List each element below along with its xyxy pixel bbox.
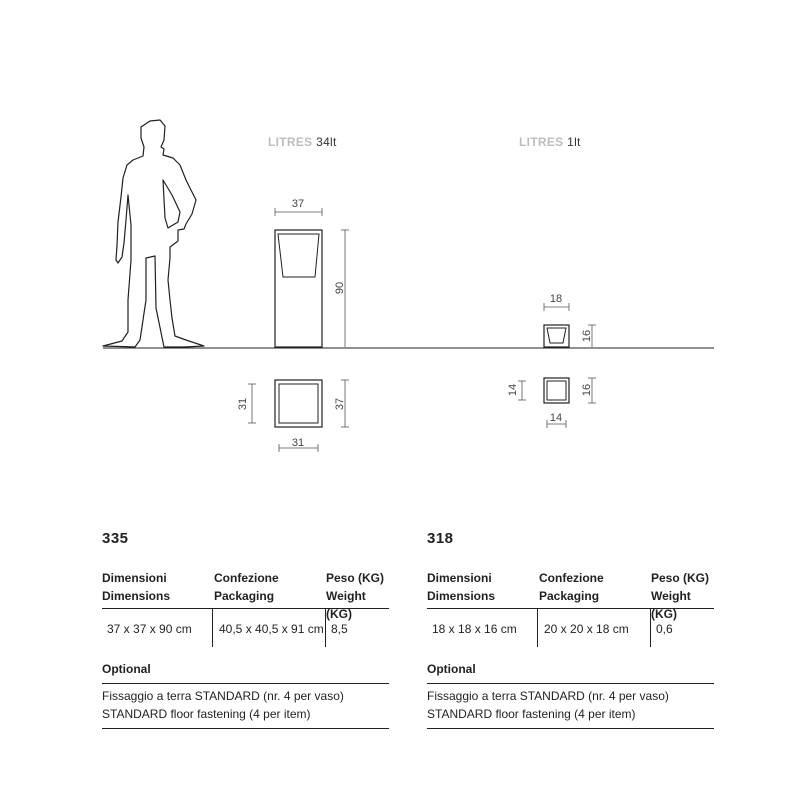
product-b-litres bbox=[519, 135, 581, 149]
product-code: 318 bbox=[427, 530, 454, 547]
optional-line-it: Fissaggio a terra STANDARD (nr. 4 per vaso) bbox=[427, 689, 669, 703]
dimensions-value: 37 x 37 x 90 cm bbox=[107, 622, 192, 636]
header-dimensions: Dimensioni Dimensions bbox=[427, 571, 496, 603]
product-b-elevation bbox=[544, 293, 596, 347]
header-packaging: Confezione Packaging bbox=[214, 571, 279, 603]
optional-line-it: Fissaggio a terra STANDARD (nr. 4 per vaso) bbox=[102, 689, 344, 703]
packaging-value: 20 x 20 x 18 cm bbox=[544, 622, 629, 636]
product-spec-335 bbox=[102, 530, 389, 730]
column-divider bbox=[212, 609, 213, 647]
product-b-plan-bottom: 14 bbox=[549, 412, 563, 424]
product-a-litres bbox=[268, 135, 337, 149]
product-b-plan-left: 14 bbox=[507, 383, 519, 397]
optional-line-en: STANDARD floor fastening (4 per item) bbox=[427, 707, 636, 721]
packaging-value: 40,5 x 40,5 x 91 cm bbox=[219, 622, 324, 636]
optional-bottom-divider bbox=[102, 728, 389, 729]
product-a-outer-side: 37 bbox=[334, 397, 346, 411]
optional-title: Optional bbox=[102, 662, 151, 676]
product-spec-318 bbox=[427, 530, 714, 730]
litres-value: 1lt bbox=[567, 135, 581, 149]
weight-value: 0,6 bbox=[656, 622, 673, 636]
header-dimensions: Dimensioni Dimensions bbox=[102, 571, 171, 603]
product-a-plan bbox=[237, 380, 349, 452]
weight-value: 8,5 bbox=[331, 622, 348, 636]
optional-bottom-divider bbox=[427, 728, 714, 729]
column-divider bbox=[650, 609, 651, 647]
product-a-top-width: 37 bbox=[291, 198, 305, 210]
product-b-plan-right: 16 bbox=[581, 383, 593, 397]
product-a-elevation bbox=[275, 198, 349, 347]
header-weight: Peso (KG) Weight (KG) bbox=[651, 571, 710, 621]
header-packaging: Confezione Packaging bbox=[539, 571, 604, 603]
optional-line-en: STANDARD floor fastening (4 per item) bbox=[102, 707, 311, 721]
litres-label: LITRES bbox=[519, 135, 564, 149]
human-scale-figure bbox=[103, 120, 204, 347]
dimensions-value: 18 x 18 x 16 cm bbox=[432, 622, 517, 636]
optional-divider bbox=[102, 683, 389, 684]
product-code: 335 bbox=[102, 530, 129, 547]
optional-divider bbox=[427, 683, 714, 684]
litres-label: LITRES bbox=[268, 135, 313, 149]
optional-title: Optional bbox=[427, 662, 476, 676]
product-a-inner-side: 31 bbox=[237, 397, 249, 411]
product-b-top-width: 18 bbox=[549, 293, 563, 305]
product-a-inner-bottom: 31 bbox=[291, 437, 305, 449]
header-weight: Peso (KG) Weight (KG) bbox=[326, 571, 385, 621]
litres-value: 34lt bbox=[316, 135, 337, 149]
table-divider bbox=[102, 608, 389, 609]
table-divider bbox=[427, 608, 714, 609]
product-b-plan bbox=[507, 378, 596, 428]
product-a-height: 90 bbox=[334, 281, 346, 295]
column-divider bbox=[325, 609, 326, 647]
column-divider bbox=[537, 609, 538, 647]
product-b-height: 16 bbox=[581, 329, 593, 343]
